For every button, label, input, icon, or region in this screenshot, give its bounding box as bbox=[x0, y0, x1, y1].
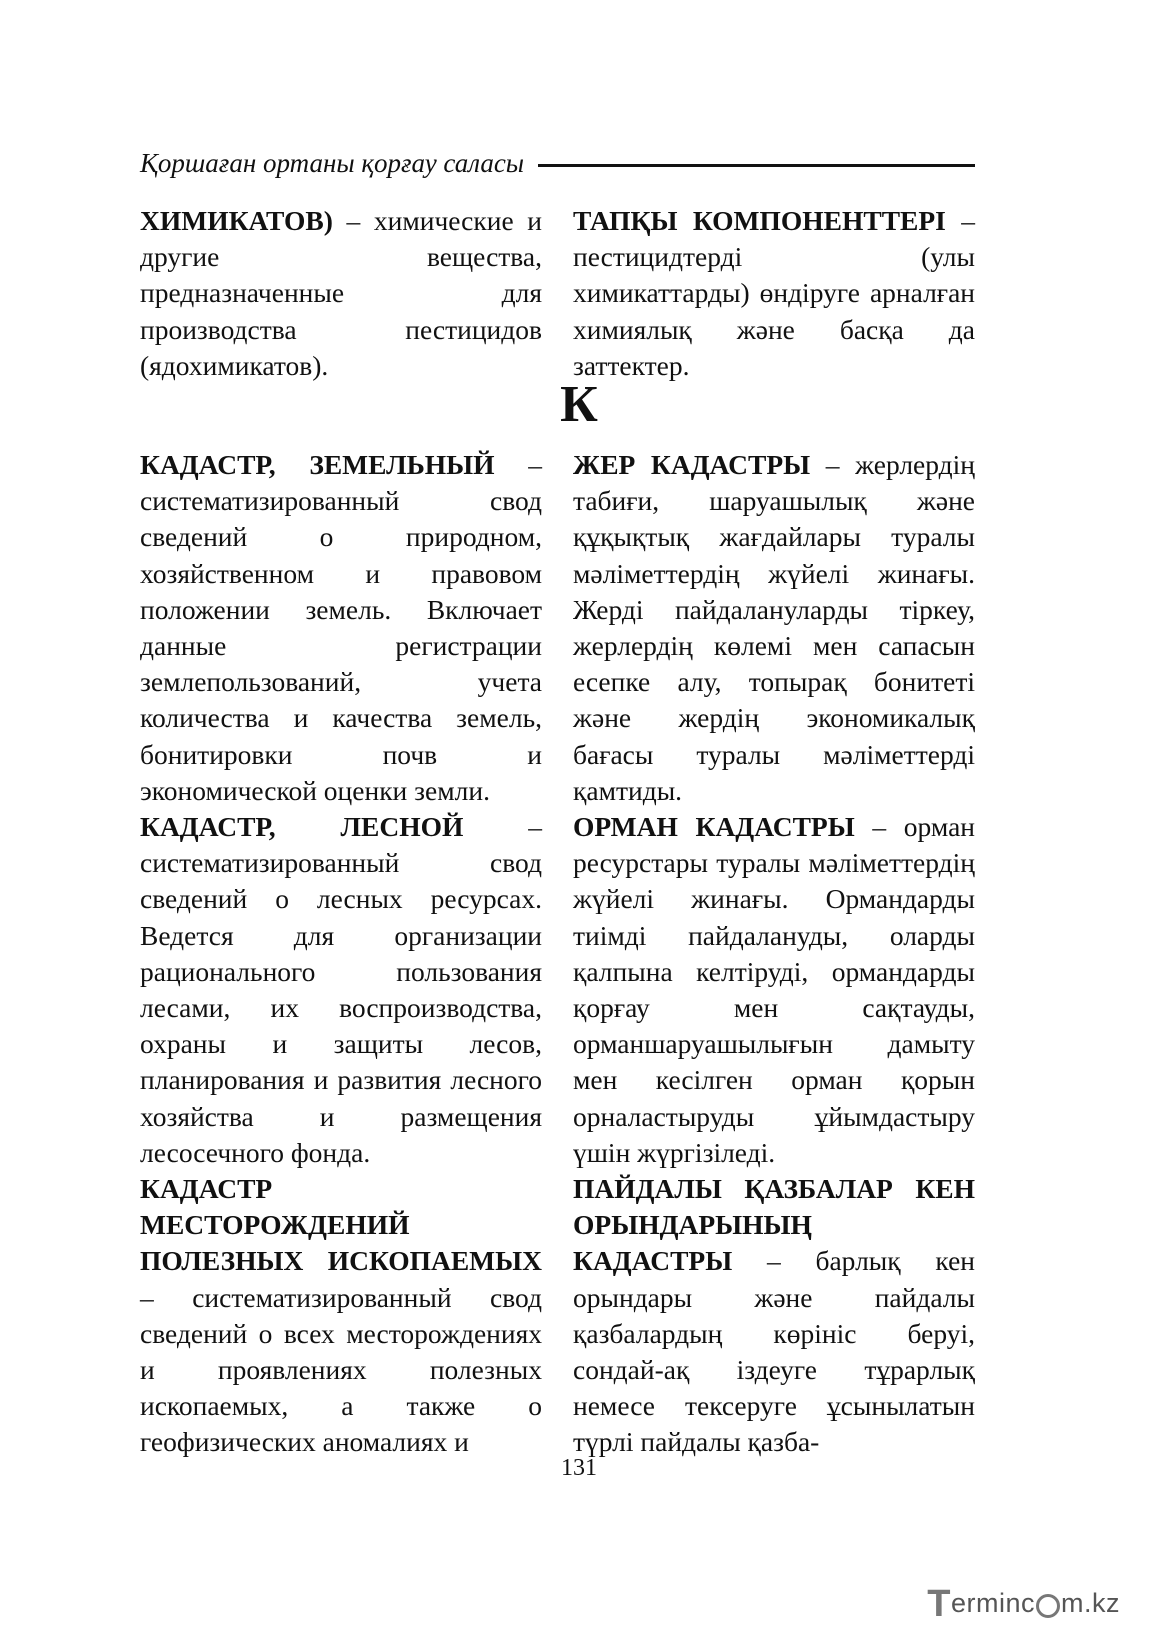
entry-term: КАДАСТР, ЗЕМЕЛЬНЫЙ bbox=[140, 449, 495, 480]
watermark-initial: T bbox=[927, 1582, 951, 1625]
entry-body: – барлық кен орындары және пайдалы қазбалардың көрініс беруі, сондай-ақ іздеуге тұрарлық немесе тексеруге ұсынылатын түрлі пайдалы қазба- bbox=[573, 1245, 975, 1458]
entry-paragraph bbox=[573, 447, 975, 809]
running-head bbox=[140, 143, 975, 183]
entry-body: – пестицидтерді (улы химикаттарды) өндіруге арналған химиялық және басқа да заттектер. bbox=[573, 205, 976, 381]
section-letter: К bbox=[560, 376, 598, 433]
page-number: 131 bbox=[561, 1455, 597, 1481]
entry-body: – орман ресурстары туралы мәліметтердің жүйелі жинағы. Ормандарды тиімді пайдалануды, оларды қалпына келтіруді, ормандарды қорғау мен сақтауды, орманшаруашылығын дамыту мен кесілген орман қорын орналастыруды ұйымдастыру үшін жүргізіледі. bbox=[573, 811, 975, 1168]
entry-paragraph bbox=[140, 1171, 542, 1461]
entry-term: ОРМАН КАДАСТРЫ bbox=[573, 811, 855, 843]
running-head-rule bbox=[538, 164, 975, 167]
entry-term: ТАПҚЫ КОМПОНЕНТТЕРІ bbox=[573, 205, 946, 236]
top-right-entry bbox=[573, 203, 975, 384]
entry-paragraph bbox=[140, 447, 542, 809]
entry-paragraph bbox=[140, 203, 542, 384]
entry-paragraph bbox=[573, 1171, 975, 1461]
entry-body: – жерлердің табиғи, шаруашылық және құқықтық жағдайлары туралы мәліметтердің жүйелі жинағы. Жерді пайдалануларды тіркеу, жерлердің көлемі мен сапасын есепке алу, топырақ бонитеті және жердің экономикалық бағасы туралы мәліметтерді қамтиды. bbox=[573, 449, 976, 806]
entry-paragraph bbox=[573, 203, 975, 384]
entry-body: – систематизированный свод сведений о всех месторождениях и проявлениях полезных ископаемых, а также о геофизических аномалиях и bbox=[140, 1281, 542, 1458]
entry-term: ЖЕР КАДАСТРЫ bbox=[573, 449, 811, 480]
entry-body: – систематизированный свод сведений о лесных ресурсах. Ведется для организации рационального пользования лесами, их воспроизводства, охраны и защиты лесов, планирования и развития лесного хозяйства и размещения лесосечного фонда. bbox=[140, 811, 543, 1168]
entry-term: ХИМИКАТОВ) bbox=[140, 205, 333, 236]
top-left-entry bbox=[140, 203, 542, 384]
magnifier-icon bbox=[1036, 1594, 1060, 1618]
running-head-title: Қоршаған ортаны қорғау саласы bbox=[140, 147, 525, 178]
entry-body: – систематизированный свод сведений о природном, хозяйственном и правовом положении земель. Включает данные регистрации землепользований, учета количества и качества земель, бонитировки почв и экономической оценки земли. bbox=[140, 449, 542, 806]
watermark-text: erminc bbox=[950, 1588, 1035, 1618]
watermark-domain: m.kz bbox=[1061, 1588, 1120, 1618]
left-column bbox=[140, 447, 542, 1461]
entry-term: КАДАСТР, ЛЕСНОЙ bbox=[140, 811, 464, 843]
right-column bbox=[573, 447, 975, 1461]
entry-term: КАДАСТР МЕСТОРОЖДЕНИЙ ПОЛЕЗНЫХ ИСКОПАЕМЫХ bbox=[140, 1173, 542, 1277]
entry-body: – химические и другие вещества, предназначенные для производства пестицидов (ядохимикатов). bbox=[140, 205, 542, 381]
entry-paragraph bbox=[573, 809, 975, 1171]
entry-paragraph bbox=[140, 809, 542, 1171]
watermark-logo bbox=[927, 1582, 1120, 1625]
entry-term: ПАЙДАЛЫ ҚАЗБАЛАР КЕН ОРЫНДАРЫНЫҢ КАДАСТРЫ bbox=[573, 1173, 975, 1277]
